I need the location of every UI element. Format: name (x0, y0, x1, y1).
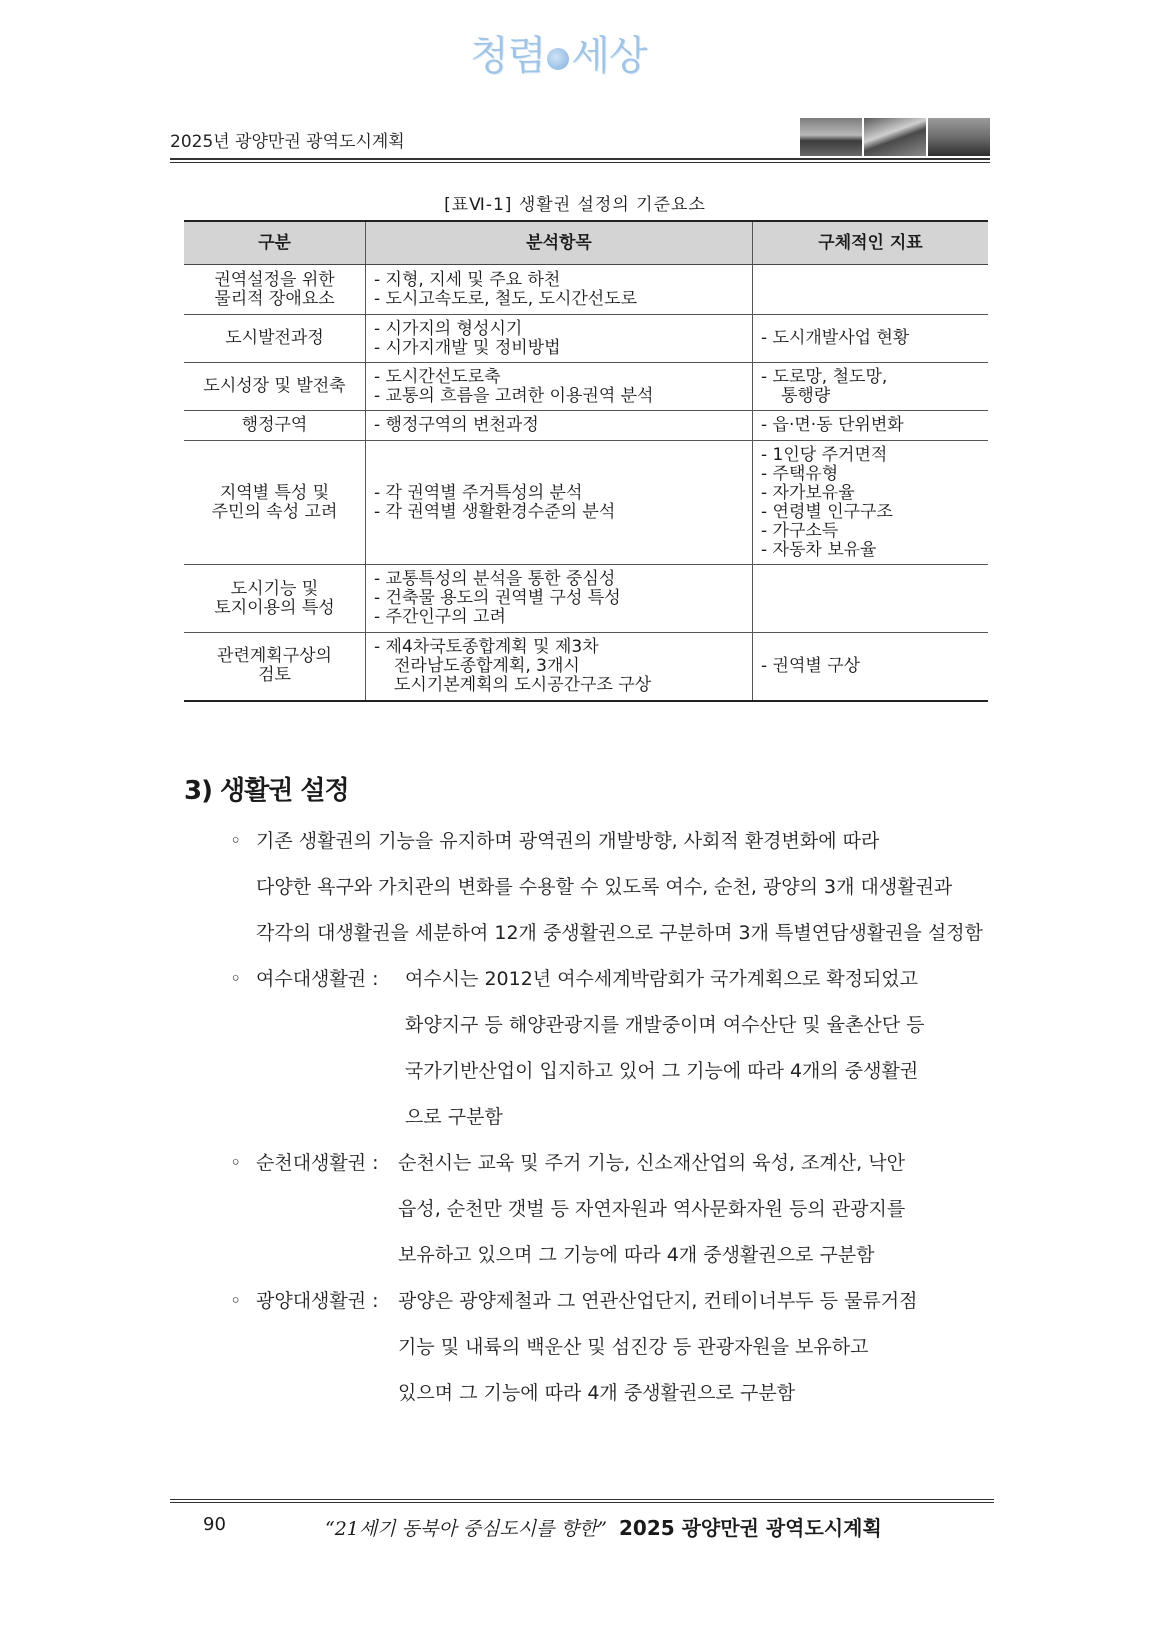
table-caption: [표Ⅵ-1] 생활권 설정의 기준요소 (444, 195, 706, 215)
paragraph-line: 기존 생활권의 기능을 유지하며 광역권의 개발방향, 사회적 환경변화에 따라 (256, 830, 880, 852)
indicator-cell (753, 265, 989, 315)
category-cell: 지역별 특성 및 주민의 속성 고려 (184, 441, 366, 565)
category-cell: 도시성장 및 발전축 (184, 363, 366, 411)
category-cell: 도시발전과정 (184, 315, 366, 363)
paragraph-2 (230, 956, 990, 1146)
indicator-cell: - 도시개발사업 현황 (753, 315, 989, 363)
footer-title (325, 1512, 882, 1541)
category-cell: 도시기능 및 토지이용의 특성 (184, 565, 366, 633)
bullet-icon: ◦ (230, 830, 242, 852)
paragraph-line: 각각의 대생활권을 세분하여 12개 중생활권으로 구분하며 3개 특별연담생활권을 설정함 (256, 922, 983, 944)
logo-text-2: 세상 (571, 33, 647, 79)
category-cell: 권역설정을 위한 물리적 장애요소 (184, 265, 366, 315)
indicator-cell: - 도로망, 철도망, 통행량 (753, 363, 989, 411)
paragraph-label: 순천대생활권 : (256, 1152, 379, 1174)
paragraph-line: 기능 및 내륙의 백운산 및 섬진강 등 관광자원을 보유하고 (398, 1336, 869, 1358)
criteria-table (184, 220, 988, 702)
analysis-cell: - 각 권역별 주거특성의 분석 - 각 권역별 생활환경수준의 분석 (366, 441, 753, 565)
section-heading: 3) 생활권 설정 (184, 776, 349, 806)
paragraph-4 (230, 1278, 990, 1418)
logo-globe-icon (547, 48, 569, 70)
table-header-cell: 분석항목 (366, 221, 753, 265)
bullet-icon: ◦ (230, 968, 242, 990)
paragraph-line: 국가기반산업이 입지하고 있어 그 기능에 따라 4개의 중생활권 (405, 1060, 919, 1082)
page-number: 90 (203, 1514, 226, 1535)
header-photo-1 (800, 118, 862, 156)
table-row (184, 315, 988, 363)
logo-text-1: 청렴 (470, 33, 546, 79)
analysis-cell: - 지형, 지세 및 주요 하천 - 도시고속도로, 철도, 도시간선도로 (366, 265, 753, 315)
paragraph-label: 여수대생활권 : (256, 968, 379, 990)
analysis-cell: - 교통특성의 분석을 통한 중심성 - 건축물 용도의 권역별 구성 특성 - 주간인구의 고려 (366, 565, 753, 633)
paragraph-line: 으로 구분함 (405, 1106, 503, 1128)
indicator-cell (753, 565, 989, 633)
table-header-cell: 구분 (184, 221, 366, 265)
table-row (184, 633, 988, 701)
header-photo-strip (800, 118, 990, 156)
logo (470, 24, 660, 79)
indicator-cell: - 권역별 구상 (753, 633, 989, 701)
paragraph-label: 광양대생활권 : (256, 1290, 379, 1312)
footer-plan-title: 2025 광양만권 광역도시계획 (618, 1516, 882, 1540)
table-header-cell: 구체적인 지표 (753, 221, 989, 265)
header-photo-2 (864, 118, 926, 156)
paragraph-line: 다양한 욕구와 가치관의 변화를 수용할 수 있도록 여수, 순천, 광양의 3개 대생활권과 (256, 876, 953, 898)
bullet-icon: ◦ (230, 1290, 242, 1312)
paragraph-line: 여수시는 2012년 여수세계박람회가 국가계획으로 확정되었고 (405, 968, 919, 990)
document-title: 2025년 광양만권 광역도시계획 (170, 132, 405, 152)
header-photo-3 (928, 118, 990, 156)
analysis-cell: - 시가지의 형성시기 - 시가지개발 및 정비방법 (366, 315, 753, 363)
analysis-cell: - 행정구역의 변천과정 (366, 411, 753, 441)
bullet-icon: ◦ (230, 1152, 242, 1174)
table-row (184, 441, 988, 565)
paragraph-line: 있으며 그 기능에 따라 4개 중생활권으로 구분함 (398, 1382, 796, 1404)
paragraph-line: 순천시는 교육 및 주거 기능, 신소재산업의 육성, 조계산, 낙안 (398, 1152, 905, 1174)
footer-rule (170, 1499, 994, 1503)
table-row (184, 411, 988, 441)
analysis-cell: - 도시간선도로축 - 교통의 흐름을 고려한 이용권역 분석 (366, 363, 753, 411)
paragraph-line: 읍성, 순천만 갯벌 등 자연자원과 역사문화자원 등의 관광지를 (398, 1198, 906, 1220)
table-row (184, 565, 988, 633)
header-rule (170, 158, 990, 163)
category-cell: 관련계획구상의 검토 (184, 633, 366, 701)
paragraph-1 (230, 818, 990, 968)
analysis-cell: - 제4차국토종합계획 및 제3차 전라남도종합계획, 3개시 도시기본계획의 도시공간구조 구상 (366, 633, 753, 701)
table-row (184, 363, 988, 411)
indicator-cell: - 1인당 주거면적 - 주택유형 - 자가보유율 - 연령별 인구구조 - 가구소득 - 자동차 보유율 (753, 441, 989, 565)
paragraph-3 (230, 1140, 990, 1280)
paragraph-line: 보유하고 있으며 그 기능에 따라 4개 중생활권으로 구분함 (398, 1244, 875, 1266)
table-row (184, 265, 988, 315)
paragraph-line: 화양지구 등 해양관광지를 개발중이며 여수산단 및 율촌산단 등 (405, 1014, 925, 1036)
paragraph-line: 광양은 광양제철과 그 연관산업단지, 컨테이너부두 등 물류거점 (398, 1290, 918, 1312)
table-header-row (184, 221, 988, 265)
category-cell: 행정구역 (184, 411, 366, 441)
footer-quote: “21세기 동북아 중심도시를 향한” (325, 1518, 607, 1540)
indicator-cell: - 읍·면·동 단위변화 (753, 411, 989, 441)
